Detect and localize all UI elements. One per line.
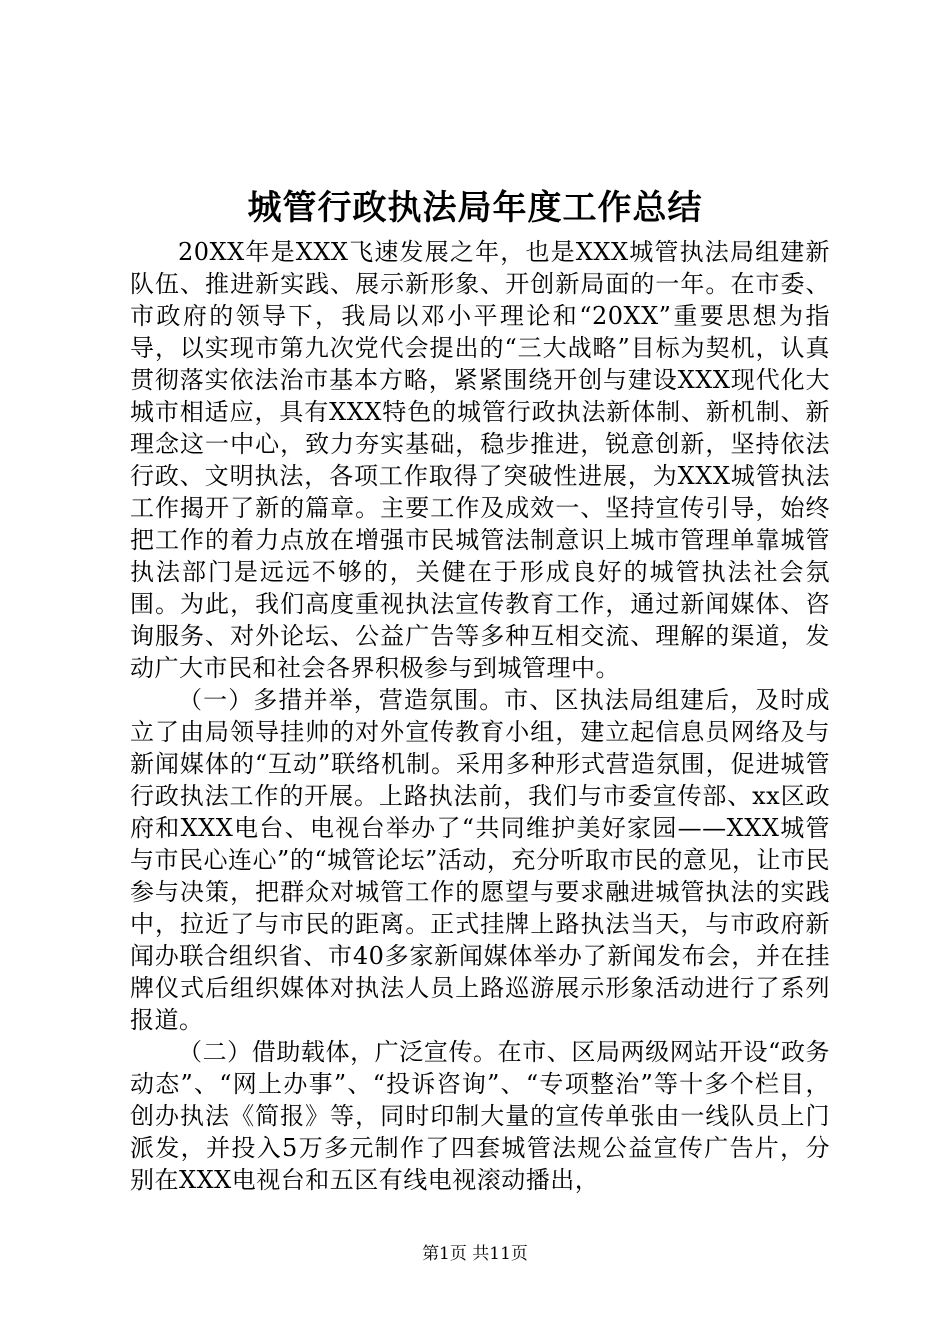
paragraph-section-1: （一）多措并举，营造氛围。市、区执法局组建后，及时成立了由局领导挂帅的对外宣传教育小组，建立起信息员网络及与新闻媒体的“互动”联络机制。采用多种形式营造氛围，促进城管行政执法工作的开展。上路执法前，我们与市委宣传部、xx区政府和XXX电台、电视台举办了“共同维护美好家园——XXX城管与市民心连心”的“城管论坛”活动，充分听取市民的意见，让市民参与决策，把群众对城管工作的愿望与要求融进城管执法的实践中，拉近了与市民的距离。正式挂牌上路执法当天，与市政府新闻办联合组织省、市40多家新闻媒体举办了新闻发布会，并在挂牌仪式后组织媒体对执法人员上路巡游展示形象活动进行了系列报道。 <box>130 686 830 1034</box>
document-title: 城管行政执法局年度工作总结 <box>247 188 703 228</box>
page-number-footer: 第1页 共11页 <box>422 1244 528 1264</box>
document-body <box>130 236 830 1196</box>
paragraph-intro: 20XX年是XXX飞速发展之年，也是XXX城管执法局组建新队伍、推进新实践、展示新形象、开创新局面的一年。在市委、市政府的领导下，我局以邓小平理论和“20XX”重要思想为指导，以实现市第九次党代会提出的“三大战略”目标为契机，认真贯彻落实依法治市基本方略，紧紧围绕开创与建设XXX现代化大城市相适应，具有XXX特色的城管行政执法新体制、新机制、新理念这一中心，致力夯实基础，稳步推进，锐意创新，坚持依法行政、文明执法，各项工作取得了突破性进展，为XXX城管执法工作揭开了新的篇章。主要工作及成效一、坚持宣传引导，始终把工作的着力点放在增强市民城管法制意识上城市管理单靠城管执法部门是远远不够的，关健在于形成良好的城管执法社会氛围。为此，我们高度重视执法宣传教育工作，通过新闻媒体、咨询服务、对外论坛、公益广告等多种互相交流、理解的渠道，发动广大市民和社会各界积极参与到城管理中。 <box>130 238 830 682</box>
paragraph-section-2: （二）借助载体，广泛宣传。在市、区局两级网站开设“政务动态”、“网上办事”、“投诉咨询”、“专项整治”等十多个栏目，创办执法《简报》等，同时印制大量的宣传单张由一线队员上门派发，并投入5万多元制作了四套城管法规公益宣传广告片，分别在XXX电视台和五区有线电视滚动播出， <box>130 1038 830 1194</box>
